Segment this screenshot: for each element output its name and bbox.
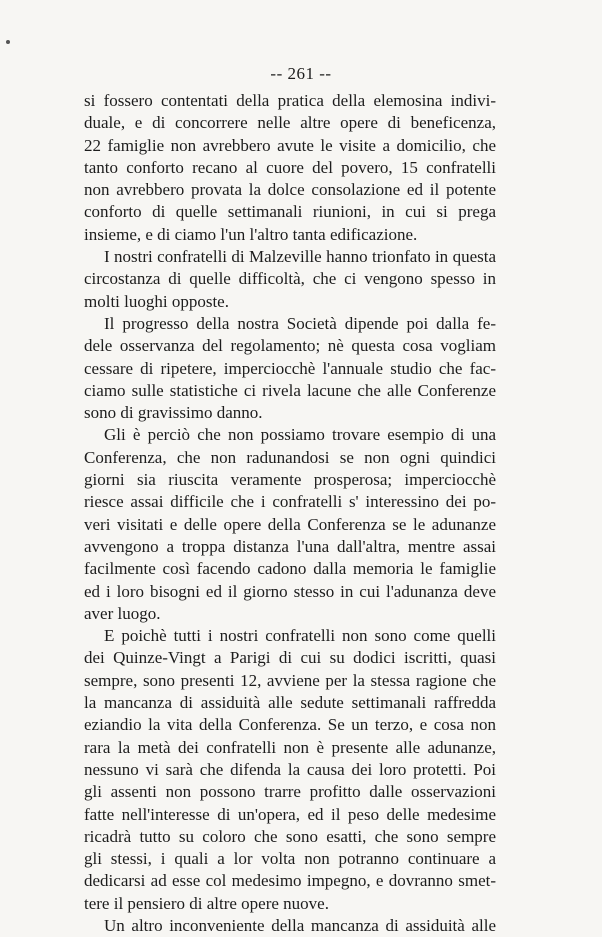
- text-line: non avrebbero provata la dolce consolazione ed il potente: [84, 180, 496, 200]
- text-line: dele osservanza del regolamento; nè questa cosa vogliam: [84, 336, 496, 356]
- text-line: giorni sia riuscita veramente prosperosa; imperciocchè: [84, 470, 496, 490]
- text-line: facilmente così facendo cadono dalla memoria le famiglie: [84, 559, 496, 579]
- paragraph: [84, 424, 496, 625]
- text-line: tere il pensiero di altre opere nuove.: [84, 893, 329, 913]
- text-line: dedicarsi ad esse col medesimo impegno, e dovranno smet-: [84, 871, 496, 891]
- text-line: Un altro inconveniente della mancanza di assiduità alle: [104, 915, 496, 935]
- page-number: -- 261 --: [270, 64, 332, 83]
- text-line: duale, e di concorrere nelle altre opere di beneficenza,: [84, 113, 496, 133]
- text-line: gli assenti non possono trarre profitto dalle osservazioni: [84, 782, 496, 802]
- paragraph: [84, 90, 496, 246]
- text-line: cessare di ripetere, imperciocchè l'annuale studio che fac-: [84, 358, 496, 378]
- text-line: veri visitati e delle opere della Conferenza se le adunanze: [84, 514, 496, 534]
- text-line: nessuno vi sarà che difenda la causa dei loro protetti. Poi: [84, 759, 496, 779]
- text-line: si fossero contentati della pratica della elemosina indivi-: [84, 91, 496, 110]
- text-line: ciamo sulle statistiche ci rivela lacune che alle Conferenze: [84, 380, 496, 400]
- text-line: riesce assai difficile che i confratelli s' interessino dei po-: [84, 492, 496, 512]
- text-line: dei Quinze-Vingt a Parigi di cui su dodici iscritti, quasi: [84, 648, 496, 668]
- text-line: sempre, sono presenti 12, avviene per la stessa ragione che: [84, 670, 496, 690]
- text-line: aver luogo.: [84, 603, 161, 623]
- text-line: gli stessi, i quali a lor volta non potranno continuare a: [84, 849, 496, 869]
- paragraph: [84, 915, 496, 937]
- text-line: Conferenza, che non radunandosi se non ogni quindici: [84, 447, 496, 467]
- text-line: fatte nell'interesse di un'opera, ed il peso delle medesime: [84, 804, 496, 824]
- text-line: molti luoghi opposte.: [84, 291, 229, 311]
- paragraph: [84, 313, 496, 424]
- text-line: Gli è perciò che non possiamo trovare esempio di una: [104, 425, 496, 445]
- text-line: eziandio la vita della Conferenza. Se un terzo, e cosa non: [84, 715, 496, 735]
- text-line: ricadrà tutto su coloro che sono esatti, che sono sempre: [84, 826, 496, 846]
- text-line: E poichè tutti i nostri confratelli non sono come quelli: [104, 626, 496, 646]
- text-line: I nostri confratelli di Malzeville hanno trionfato in questa: [104, 247, 496, 267]
- text-line: tanto conforto recano al cuore del povero, 15 confratelli: [84, 157, 496, 177]
- text-line: ed i loro bisogni ed il giorno stesso in cui l'adunanza deve: [84, 581, 496, 601]
- text-line: insieme, e di ciamo l'un l'altro tanta edificazione.: [84, 224, 418, 244]
- text-line: circostanza di quelle difficoltà, che ci vengono spesso in: [84, 269, 496, 289]
- text-line: avvengono a troppa distanza l'una dall'altra, mentre assai: [84, 536, 496, 556]
- body-text: [84, 90, 496, 937]
- text-line: 22 famiglie non avrebbero avute le visite a domicilio, che: [84, 135, 496, 155]
- text-line: conforto di quelle settimanali riunioni, in cui si prega: [84, 202, 496, 222]
- ink-speck: [6, 40, 10, 44]
- paragraph: [84, 625, 496, 915]
- paragraph: [84, 246, 496, 313]
- text-line: rara la metà dei confratelli non è presente alle adunanze,: [84, 737, 496, 757]
- text-line: la mancanza di assiduità alle sedute settimanali raffredda: [84, 693, 496, 713]
- text-line: Il progresso della nostra Società dipende poi dalla fe-: [104, 313, 496, 333]
- text-line: sono di gravissimo danno.: [84, 403, 263, 423]
